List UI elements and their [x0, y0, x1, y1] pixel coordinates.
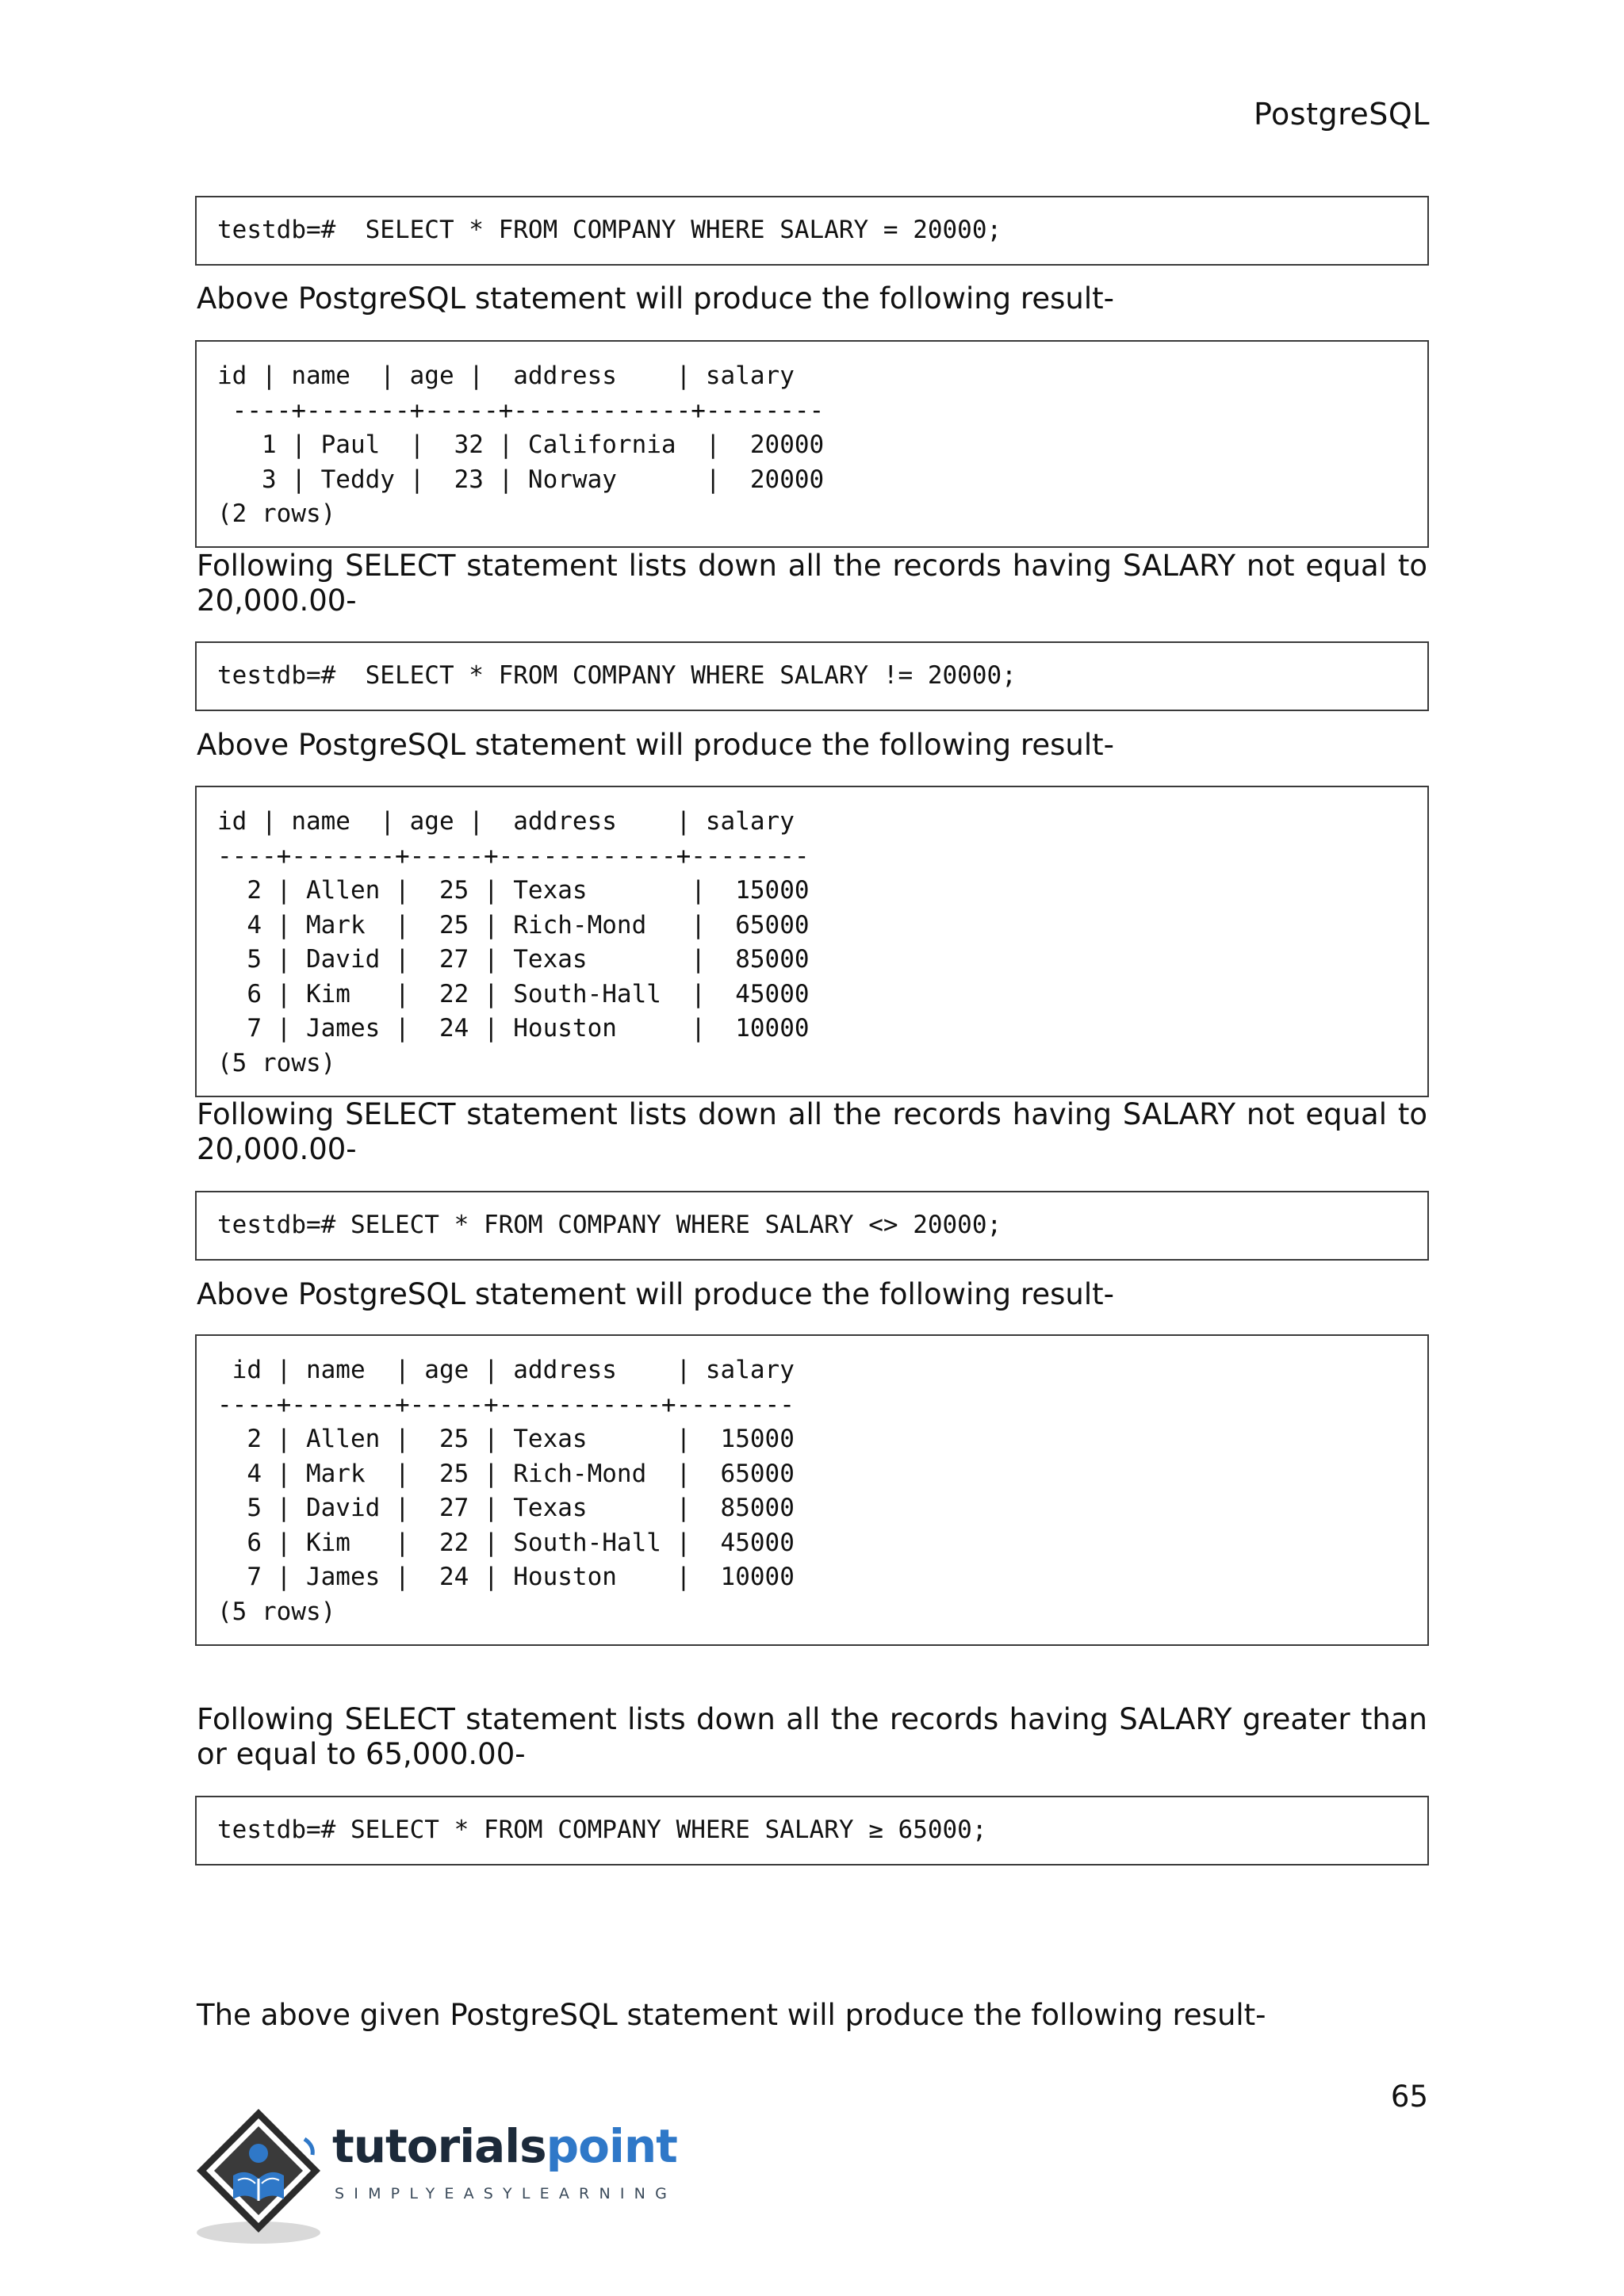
code-text: testdb=# SELECT * FROM COMPANY WHERE SALARY = 20000;	[217, 216, 1002, 244]
tutorialspoint-logo	[193, 2106, 677, 2248]
result-block-equal	[195, 340, 1429, 548]
code-text: testdb=# SELECT * FROM COMPANY WHERE SALARY <> 20000;	[217, 1211, 1002, 1239]
logo-emblem-icon	[193, 2106, 344, 2248]
logo-wordmark	[332, 2119, 677, 2173]
logo-word-point: point	[546, 2119, 677, 2173]
code-text: id | name | age | address | salary ----+-------+-----+------------+-------- 2 | Allen | 25 | Texas | 15000 4 | Mark | 25 | Rich-Mond | 65000 5 | David | 27 | Texas | 85000 6 | Kim | 22 | South-Hall | 45000 7 | James | 24 | Houston | 10000 (5 rows)	[217, 807, 810, 1077]
description-paragraph: Following SELECT statement lists down all the records having SALARY greater than or equal to 65,000.00-	[197, 1702, 1427, 1771]
result-intro-paragraph: Above PostgreSQL statement will produce the following result-	[197, 728, 1114, 762]
code-block-query-diamond	[195, 1191, 1429, 1261]
result-intro-paragraph: The above given PostgreSQL statement will produce the following result-	[197, 1998, 1266, 2032]
description-paragraph: Following SELECT statement lists down all the records having SALARY not equal to 20,000.00-	[197, 1097, 1427, 1166]
code-text: id | name | age | address | salary ----+-------+-----+------------+-------- 1 | Paul | 32 | California | 20000 3 | Teddy | 23 | Norway | 20000 (2 rows)	[217, 362, 825, 528]
logo-word-tutorials: tutorials	[332, 2119, 546, 2173]
result-intro-paragraph: Above PostgreSQL statement will produce the following result-	[197, 281, 1114, 316]
result-block-not-equal	[195, 786, 1429, 1097]
code-block-query-greater-equal	[195, 1796, 1429, 1866]
code-text: id | name | age | address | salary ----+-------+-----+-----------+-------- 2 | Allen | 25 | Texas | 15000 4 | Mark | 25 | Rich-Mond | 65000 5 | David | 27 | Texas | 85000 6 | Kim | 22 | South-Hall | 45000 7 | James | 24 | Houston | 10000 (5 rows)	[217, 1356, 795, 1626]
logo-tagline: SIMPLYEASYLEARNING	[335, 2185, 676, 2202]
result-intro-paragraph: Above PostgreSQL statement will produce the following result-	[197, 1277, 1114, 1311]
result-block-diamond	[195, 1334, 1429, 1646]
code-text: testdb=# SELECT * FROM COMPANY WHERE SALARY ≥ 65000;	[217, 1816, 987, 1844]
code-block-query-not-equal	[195, 641, 1429, 711]
description-paragraph: Following SELECT statement lists down all the records having SALARY not equal to 20,000.00-	[197, 549, 1427, 618]
code-block-query-equal	[195, 196, 1429, 266]
running-header: PostgreSQL	[1254, 97, 1430, 132]
code-text: testdb=# SELECT * FROM COMPANY WHERE SALARY != 20000;	[217, 661, 1017, 690]
page-number: 65	[1390, 2080, 1428, 2114]
